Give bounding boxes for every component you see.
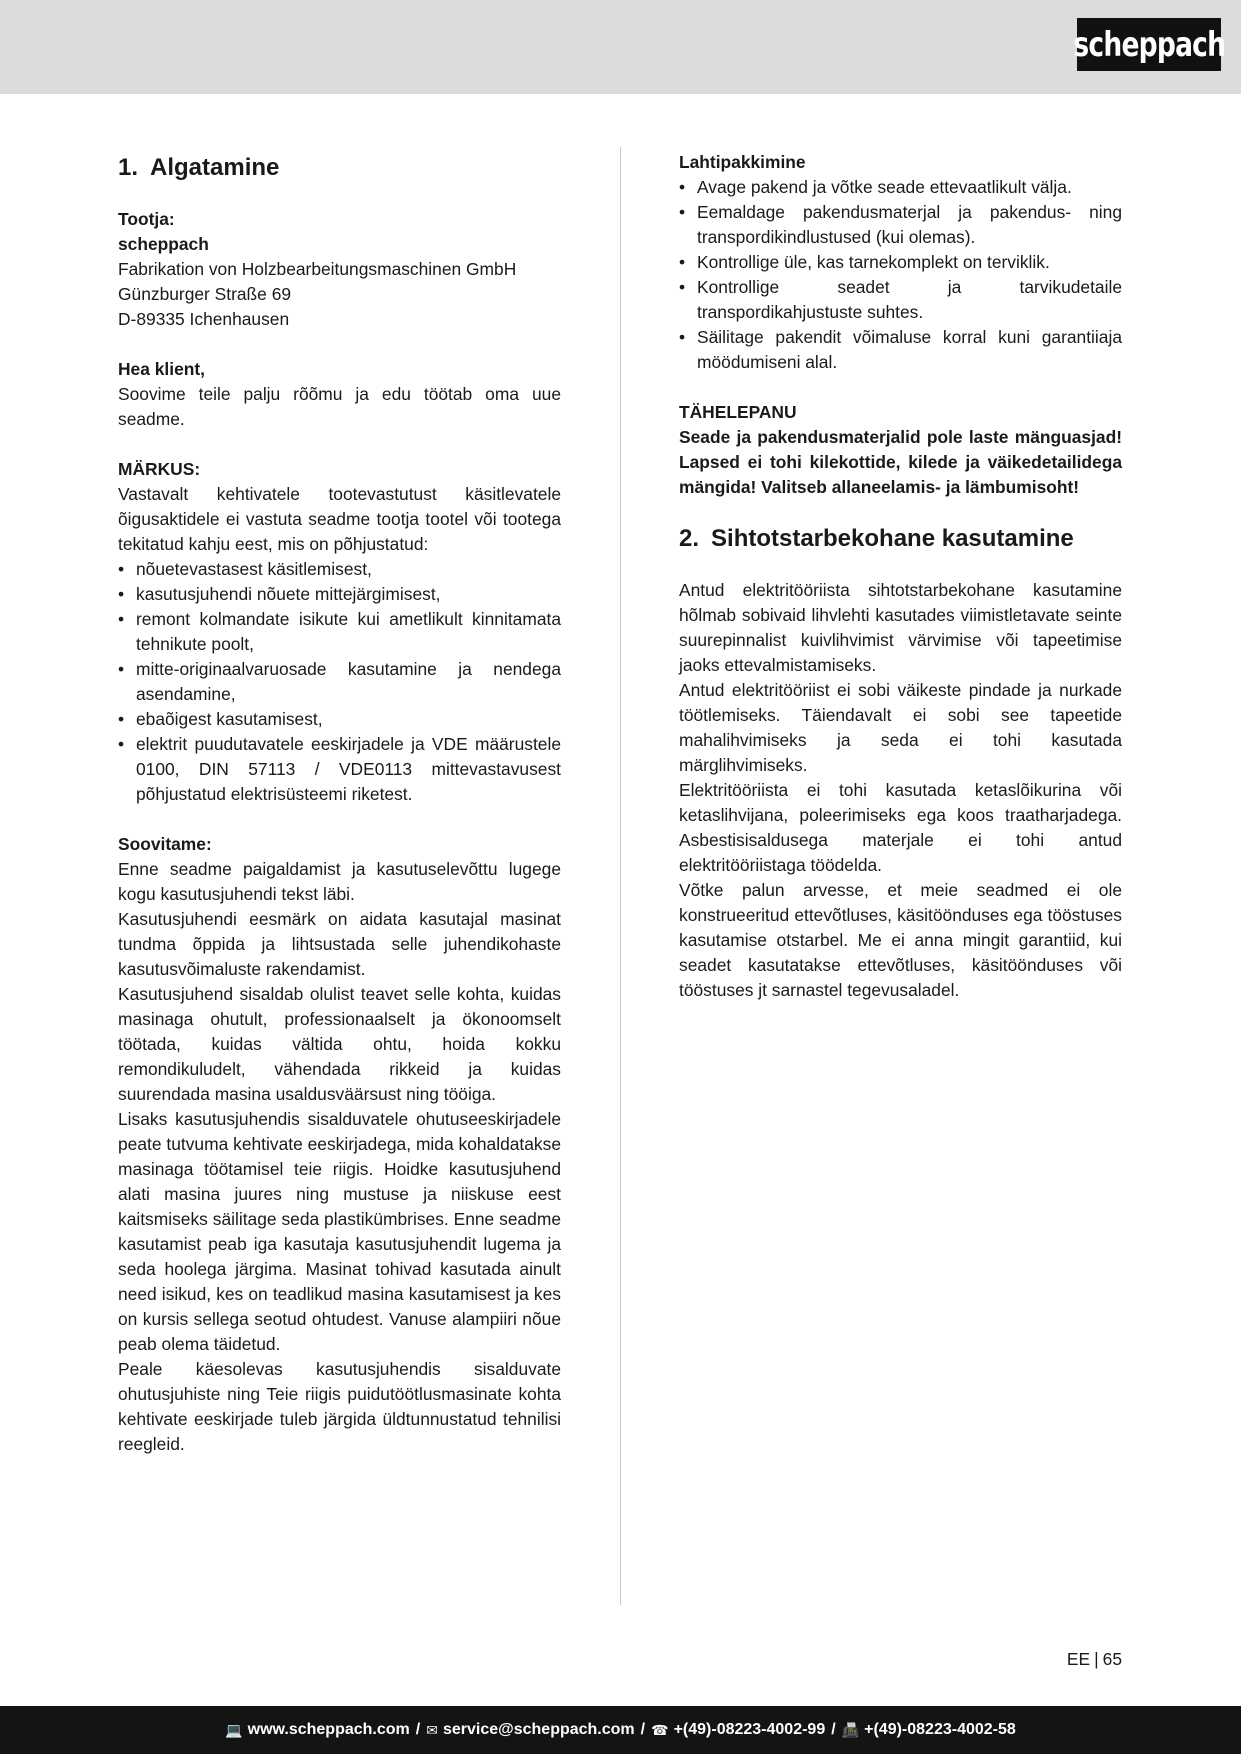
list-item: • Avage pakend ja võtke seade ettevaatlikult välja. bbox=[679, 175, 1122, 200]
usage-paragraph: Antud elektritööriist ei sobi väikeste pindade ja nurkade töötlemiseks. Täiendavalt ei sobi see tapeetide mahalihvimiseks ja seda ei tohi kasutada märglihvimiseks. bbox=[679, 680, 1122, 775]
recommend-paragraph: Lisaks kasutusjuhendis sisalduvatele ohutuseeskirjadele peate tutvuma kehtivate eeskirjadega, mida kohaldatakse masinaga töötamisel teie riigis. Hoidke kasutusjuhend alati masina juures ning mustuse ja niiskuse eest kaitsmiseks säilitage seda plastikümbrises. Enne seadme kasutamist peab iga kasutaja kasutusjuhendit lugema ja seda hoolega järgima. Masinat tohivad kasutada ainult need isikud, kes on teadlikud masina kasutamisest ja kes on kursis sellega seotud ohtudest. Vanuse alampiiri nõue peab olema täidetud. bbox=[118, 1109, 561, 1354]
recommend-paragraph: Kasutusjuhendi eesmärk on aidata kasutajal masinat tundma õppida ja lihtsustada selle juhendikohaste kasutusvõimaluste rakendamist. bbox=[118, 909, 561, 979]
header-band bbox=[0, 0, 1241, 94]
email-link[interactable]: service@scheppach.com bbox=[442, 1721, 635, 1738]
manufacturer-name: scheppach bbox=[118, 234, 209, 254]
note-label: MÄRKUS: bbox=[118, 459, 201, 479]
unpacking-list bbox=[679, 175, 1122, 375]
manufacturer-label: Tootja: bbox=[118, 209, 175, 229]
phone-number: +(49)-08223-4002-99 bbox=[673, 1721, 826, 1738]
list-item: • Kontrollige seadet ja tarvikudetaile transpordikahjustuste suhtes. bbox=[679, 275, 1122, 325]
usage-paragraph: Võtke palun arvesse, et meie seadmed ei ole konstrueeritud ettevõtluses, käsitöönduses ega tööstuses kasutamise otstarbel. Me ei anna mingit garantiid, kui seadet kasutatakse ettevõtluses, käsitöönduses või tööstuses jt sarnastel tegevusaladel. bbox=[679, 880, 1122, 1000]
section-1-heading: 1. Algatamine bbox=[118, 154, 280, 181]
computer-icon: 💻 bbox=[225, 1721, 243, 1738]
footer-bar: 💻 www.scheppach.com / ✉ service@scheppach.com / ☎ +(49)-08223-4002-99 / 📠 +(49)-08223-4002-58 bbox=[0, 1706, 1241, 1754]
fax-icon: 📠 bbox=[841, 1721, 860, 1738]
mail-icon: ✉ bbox=[426, 1721, 438, 1738]
manufacturer-line1: Fabrikation von Holzbearbeitungsmaschinen GmbH bbox=[118, 259, 517, 279]
unpacking-label: Lahtipakkimine bbox=[679, 152, 806, 172]
recommend-label: Soovitame: bbox=[118, 834, 212, 854]
column-divider bbox=[620, 147, 621, 1605]
greeting-text: Soovime teile palju rõõmu ja edu töötab oma uue seadme. bbox=[118, 384, 561, 429]
usage-paragraph: Elektritööriista ei tohi kasutada ketaslõikurina või ketaslihvijana, poleerimiseks ega koos traatharjadega. Asbestisisaldusega materjale ei tohi antud elektritööriistaga töödelda. bbox=[679, 780, 1122, 875]
note-list bbox=[118, 557, 561, 807]
list-item: • elektrit puudutavatele eeskirjadele ja VDE määrustele 0100, DIN 57113 / VDE0113 mittevastavusest põhjustatud elektrisüsteemi riketest. bbox=[118, 732, 561, 807]
note-text: Vastavalt kehtivatele tootevastutust käsitlevatele õigusaktidele ei vastuta seadme tootja tootel või tootega tekitatud kahju eest, mis on põhjustatud: bbox=[118, 484, 561, 554]
usage-paragraph: Antud elektritööriista sihtotstarbekohane kasutamine hõlmab sobivaid lihvlehti kasutades viimistletavate seinte suurepinnalist kuivlihvimist värvimise või tapeetimise jaoks ettevalmistamiseks. bbox=[679, 580, 1122, 675]
fax-number: +(49)-08223-4002-58 bbox=[864, 1721, 1016, 1738]
left-column bbox=[118, 150, 561, 1457]
page-number: EE | 65 bbox=[1066, 1649, 1122, 1669]
recommend-paragraph: Enne seadme paigaldamist ja kasutuselevõttu lugege kogu kasutusjuhendi tekst läbi. bbox=[118, 859, 561, 904]
list-item: • remont kolmandate isikute kui ametlikult kinnitamata tehnikute poolt, bbox=[118, 607, 561, 657]
scheppach-logo: scheppach bbox=[1077, 18, 1221, 71]
list-item: • nõuetevastasest käsitlemisest, bbox=[118, 557, 561, 582]
recommend-paragraph: Peale käesolevas kasutusjuhendis sisalduvate ohutusjuhiste ning Teie riigis puidutöötlusmasinate kohta kehtivate eeskirjade tuleb järgida üldtunnustatud tehnilisi reegleid. bbox=[118, 1359, 561, 1454]
list-item: • Säilitage pakendit võimaluse korral kuni garantiiaja möödumiseni alal. bbox=[679, 325, 1122, 375]
list-item: • Kontrollige üle, kas tarnekomplekt on terviklik. bbox=[679, 250, 1122, 275]
attention-text: Seade ja pakendusmaterjalid pole laste mänguasjad! Lapsed ei tohi kilekottide, kilede ja väikedetailidega mängida! Valitseb allaneelamis- ja lämbumisoht! bbox=[679, 427, 1122, 497]
list-item: • kasutusjuhendi nõuete mittejärgimisest, bbox=[118, 582, 561, 607]
manufacturer-line2: Günzburger Straße 69 bbox=[118, 284, 292, 304]
section-2-heading: 2. Sihtotstarbekohane kasutamine bbox=[679, 525, 1074, 552]
phone-icon: ☎ bbox=[651, 1721, 669, 1738]
list-item: • Eemaldage pakendusmaterjal ja pakendus- ning transpordikindlustused (kui olemas). bbox=[679, 200, 1122, 250]
list-item: • mitte-originaalvaruosade kasutamine ja nendega asendamine, bbox=[118, 657, 561, 707]
greeting-label: Hea klient, bbox=[118, 359, 205, 379]
recommend-paragraph: Kasutusjuhend sisaldab olulist teavet selle kohta, kuidas masinaga ohutult, professionaalselt ja ökonoomselt töötada, kuidas vältida ohtu, hoida kokku remondikuludelt, vähendada rikkeid ja kuidas suurendada masina usaldusväärsust ning tööiga. bbox=[118, 984, 561, 1104]
list-item: • ebaõigest kasutamisest, bbox=[118, 707, 561, 732]
manufacturer-line3: D-89335 Ichenhausen bbox=[118, 309, 290, 329]
website-link[interactable]: www.scheppach.com bbox=[247, 1721, 410, 1738]
attention-label: TÄHELEPANU bbox=[679, 402, 797, 422]
right-column bbox=[679, 150, 1122, 1003]
